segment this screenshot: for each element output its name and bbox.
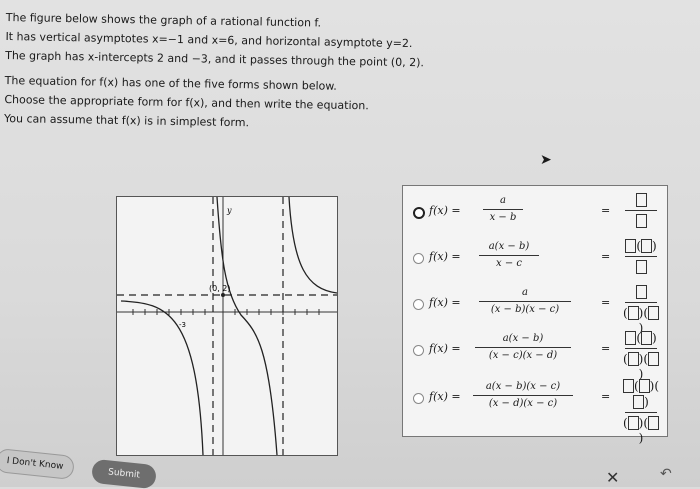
form-4-den: (x − c)(x − d) [488, 350, 558, 361]
form-3-num-box[interactable] [636, 285, 647, 299]
form-1-equals: = [601, 204, 611, 217]
form-option-5[interactable] [411, 378, 663, 445]
form-5-num: a(x − b)(x − c) [485, 381, 561, 392]
problem-line-6: You can assume that f(x) is in simplest form. [3, 111, 250, 130]
curve-middle-branch [217, 197, 277, 455]
close-icon[interactable]: ✕ [606, 468, 620, 487]
form-2-num-box-b[interactable] [641, 239, 652, 253]
mouse-pointer-icon: ➤ [540, 152, 552, 168]
form-1-answer [621, 192, 661, 229]
form-5-lhs: f(x) = [429, 390, 461, 403]
problem-line-3: The graph has x-intercepts 2 and −3, and it passes through the point (0, 2). [5, 48, 425, 70]
form-4-radio[interactable] [413, 345, 424, 356]
form-option-4[interactable] [411, 330, 663, 381]
form-option-1[interactable] [411, 192, 663, 232]
form-4-num-box-a[interactable] [625, 331, 636, 345]
form-5-den: (x − d)(x − c) [488, 398, 558, 409]
form-option-2[interactable] [411, 238, 663, 278]
form-1-den-box[interactable] [636, 214, 647, 228]
back-arrow-icon[interactable]: ↶ [660, 466, 672, 482]
form-1-num: a [500, 195, 506, 206]
form-4-den-box-a[interactable] [628, 352, 639, 366]
form-1-num-box[interactable] [636, 193, 647, 207]
form-2-num: a(x − b) [488, 241, 530, 252]
form-5-equals: = [601, 390, 611, 403]
form-1-den: x − b [489, 212, 517, 223]
form-2-lhs: f(x) = [429, 250, 461, 263]
form-1-fraction [483, 194, 523, 225]
form-2-answer: ( ) [621, 238, 661, 275]
graph-svg [117, 197, 337, 455]
problem-line-5: Choose the appropriate form for f(x), and then write the equation. [4, 92, 369, 113]
submit-button[interactable]: Submit [91, 459, 157, 489]
form-5-radio[interactable] [413, 393, 424, 404]
form-3-num: a [522, 287, 528, 298]
curve-left-branch [121, 301, 203, 455]
curve-right-branch [289, 197, 337, 293]
form-1-lhs: f(x) = [429, 204, 461, 217]
form-3-fraction [479, 286, 571, 317]
problem-line-1: The figure below shows the graph of a rational function f. [5, 10, 322, 30]
point-label: (0, 2) [209, 284, 231, 293]
form-4-lhs: f(x) = [429, 342, 461, 355]
form-3-den-box-a[interactable] [628, 306, 639, 320]
form-3-lhs: f(x) = [429, 296, 461, 309]
dont-know-button[interactable]: I Don't Know [0, 448, 75, 480]
form-option-3[interactable] [411, 284, 663, 335]
form-5-num-box-b[interactable] [639, 379, 650, 393]
form-4-num-box-b[interactable] [641, 331, 652, 345]
form-2-fraction [479, 240, 539, 271]
form-2-radio[interactable] [413, 253, 424, 264]
form-5-fraction [473, 380, 573, 411]
form-2-equals: = [601, 250, 611, 263]
graph-panel [116, 196, 338, 456]
form-1-radio[interactable] [413, 207, 425, 219]
problem-line-2: It has vertical asymptotes x=−1 and x=6, and horizontal asymptote y=2. [5, 29, 413, 51]
form-4-equals: = [601, 342, 611, 355]
form-3-answer: ( )() [621, 284, 661, 334]
form-2-num-box-a[interactable] [625, 239, 636, 253]
form-4-den-box-b[interactable] [648, 352, 659, 366]
form-5-num-box-c[interactable] [633, 395, 644, 409]
form-3-den-box-b[interactable] [648, 306, 659, 320]
form-4-answer: ( ) ( )() [621, 330, 661, 380]
forms-panel [402, 185, 668, 445]
form-2-den: x − c [496, 258, 522, 269]
problem-statement [4, 8, 486, 136]
form-3-equals: = [601, 296, 611, 309]
y-axis-label: y [227, 206, 232, 215]
form-4-num: a(x − b) [502, 333, 544, 344]
form-2-den-box[interactable] [636, 260, 647, 274]
form-5-num-box-a[interactable] [623, 379, 634, 393]
form-3-den: (x − b)(x − c) [490, 304, 560, 315]
x-tick-label: -3 [179, 321, 186, 329]
form-4-fraction [475, 332, 571, 363]
form-5-answer: ( )() ( )() [622, 379, 660, 445]
form-5-den-box-b[interactable] [648, 416, 659, 430]
problem-line-4: The equation for f(x) has one of the five forms shown below. [4, 73, 337, 93]
form-5-den-box-a[interactable] [628, 416, 639, 430]
point-0-2 [221, 293, 225, 297]
form-3-radio[interactable] [413, 299, 424, 310]
